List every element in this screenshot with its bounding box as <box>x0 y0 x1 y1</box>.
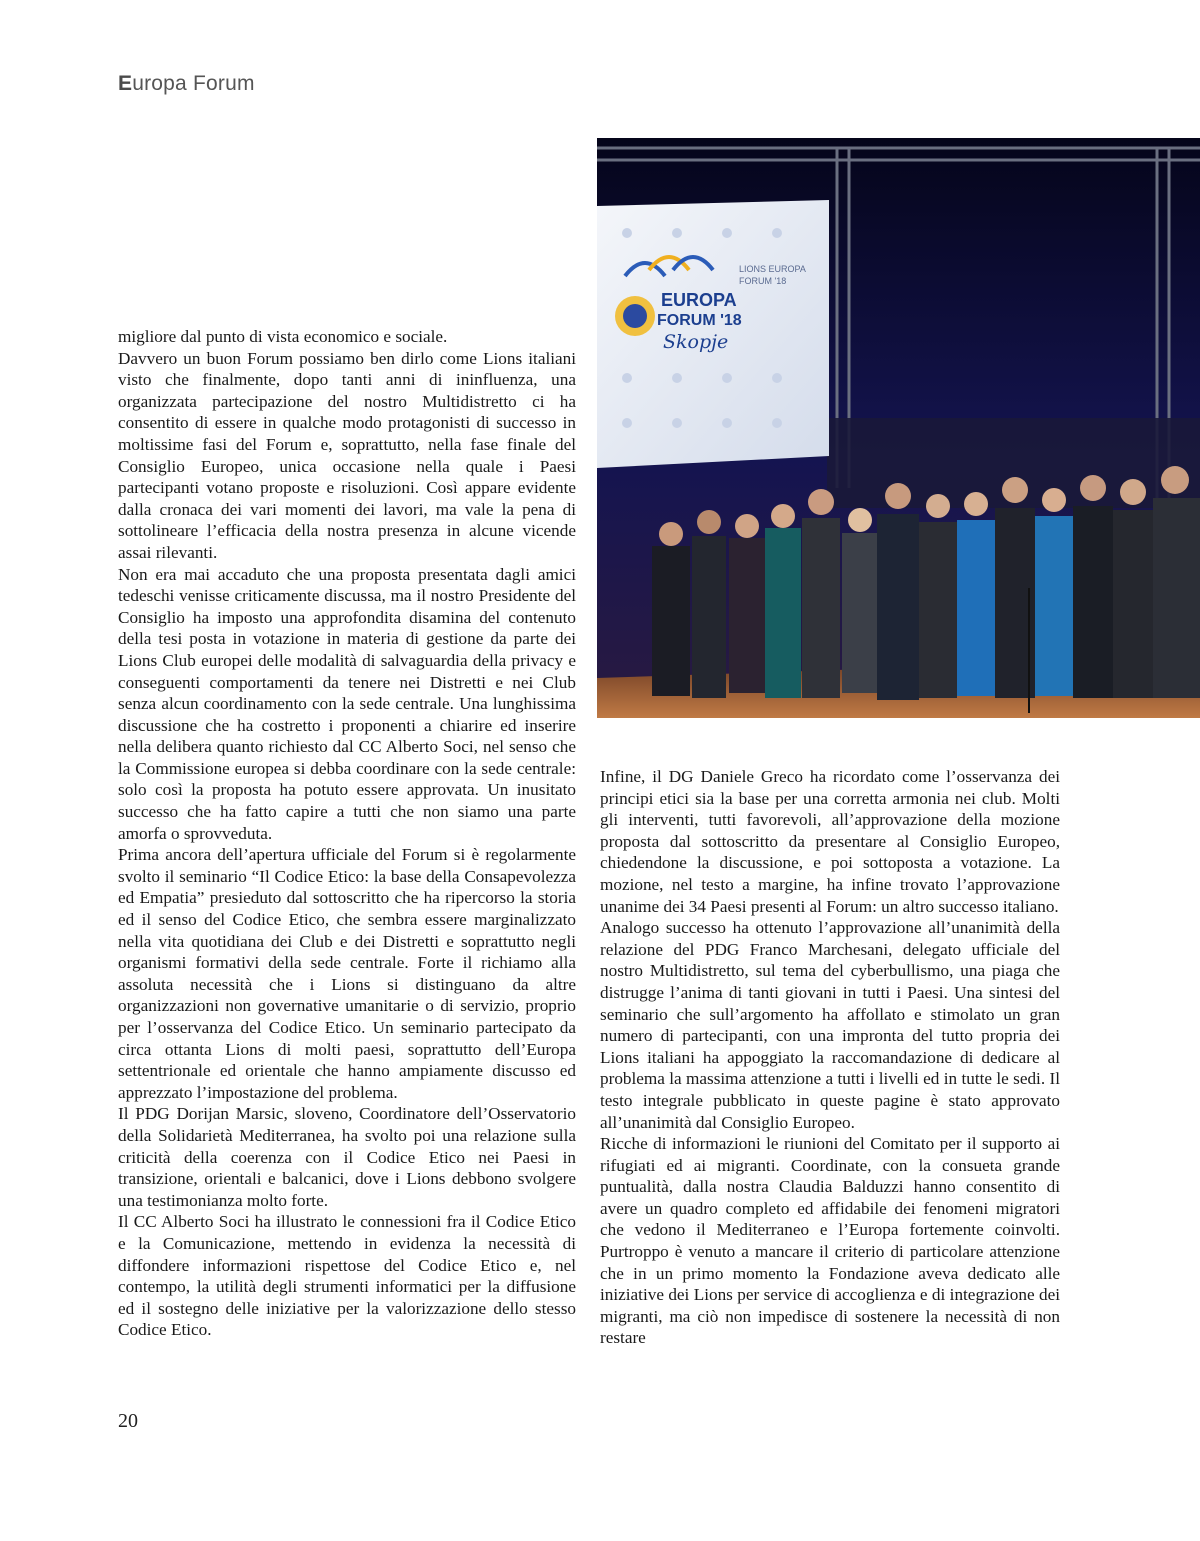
running-header <box>118 72 255 96</box>
paragraph: Non era mai accaduto che una proposta presentata dagli amici tedeschi venisse criticamente discussa, ma il nostro Presidente del Consiglio ha imposto una approfondita disamina del contenuto della tesi posta in votazione in materia di gestione da parte dei Lions Club europei delle modalità di salvaguardia della privacy e conseguenti comportamenti da tenere nei Distretti e nei Club senza alcun coordinamento con la sede centrale. Una lunghissima discussione che ha costretto i proponenti a chiarire ed inserire nella delibera quanto richiesto dal CC Alberto Soci, nel senso che la Commissione europea si debba coordinare con la sede centrale: solo così la proposta ha potuto essere approvata. Un inusitato successo che ha fatto capire a tutti che non siamo una parte amorfa o sprovveduta. <box>118 564 576 843</box>
running-header-rest: uropa Forum <box>132 72 255 95</box>
paragraph: Analogo successo ha ottenuto l’approvazione all’unanimità della relazione del PDG Franco Marchesani, delegato ufficiale del nostro Multidistretto, sul tema del cyberbullismo, una piaga che distrugge l’anima di tanti giovani in tutti i Paesi. Una sintesi del seminario che sull’argomento ha affollato e stimolato un gran numero di partecipanti, con una impronta del tutto propria dei Lions italiani ha appoggiato la raccomandazione di dedicare al problema la massima attenzione a tutti i livelli ed in tutte le sedi. Il testo integrale pubblicato in queste pagine è stato approvato all’unanimità dal Consiglio Europeo. <box>600 918 1060 1132</box>
paragraph: Ricche di informazioni le riunioni del Comitato per il supporto ai rifugiati ed ai migranti. Coordinate, con la consueta grande puntualità, dalla nostra Claudia Balduzzi hanno consentito di avere un quadro completo ed affidabile dei fenomeni migratori che vedono il Mediterraneo e l’Europa fortemente coinvolti. Purtroppo è venuto a mancare il criterio di particolare attenzione che in un primo momento la Fondazione aveva dedicato alle iniziative dei Lions per service di accoglienza e di integrazione dei migranti, ma ciò non impedisce di sostenere la necessità di non restare <box>600 1134 1060 1348</box>
screen-city: Skopje <box>663 331 729 353</box>
paragraph: Prima ancora dell’apertura ufficiale del Forum si è regolarmente svolto il seminario “Il Codice Etico: la base della Consapevolezza ed Empatia” presieduto dal sottoscritto che ha ripercorso la storia ed il senso del Codice Etico, che sembra essere marginalizzato nella vita quotidiana dei Club e dei Distretti e soprattutto negli organismi formativi della sede centrale. Forte il richiamo alla assoluta necessità che i Lions si distinguano da altre organizzazioni non governative umanitarie o di servizio, proprio per l’osservanza del Codice Etico. Un seminario partecipato da circa ottanta Lions di molti paesi, soprattutto dell’Europa settentrionale ed orientale che hanno ampiamente discusso ed apprezzato l’impostazione del problema. <box>118 845 576 1102</box>
left-text-column <box>118 326 576 1341</box>
right-text-column <box>600 766 1060 1349</box>
running-header-initial: E <box>118 72 133 95</box>
screen-title-line2: FORUM '18 <box>657 312 742 329</box>
paragraph: Il PDG Dorijan Marsic, sloveno, Coordinatore dell’Osservatorio della Solidarietà Mediterranea, ha svolto poi una relazione sulla criticità della coerenza con il Codice Etico nei Paesi in transizione, orientali e balcanici, dove i Lions debbono svolgere una testimonianza molto forte. <box>118 1104 576 1210</box>
screen-title-line1: EUROPA <box>661 290 737 310</box>
projection-screen <box>597 200 829 468</box>
screen-side-line2: FORUM '18 <box>739 276 787 286</box>
paragraph: Infine, il DG Daniele Greco ha ricordato come l’osservanza dei principi etici sia la base per una corretta armonia nei club. Molti gli interventi, tutti favorevoli, all’approvazione della mozione proposta dal sottoscritto da presentare al Consiglio Europeo, chiedendone la discussione, e poi sottoposta a votazione. La mozione, nel testo a margine, ha infine trovato l’approvazione unanime dei 34 Paesi presenti al Forum: un altro successo italiano. <box>600 767 1060 916</box>
paragraph: Davvero un buon Forum possiamo ben dirlo come Lions italiani visto che finalmente, dopo tanti anni di ininfluenza, una organizzata partecipazione del nostro Multidistretto ci ha consentito di essere in qualche modo protagonisti di successo in moltissime fasi del Forum e, soprattutto, nella fase finale del Consiglio Europeo, unica occasione nella quale i Paesi partecipanti votano proposte e risoluzioni. Così appare evidente dalla cronaca dei vari momenti dei lavori, ma vale la pena di sottolineare l’efficacia della nostra presenza in alcune vicende assai rilevanti. <box>118 348 576 562</box>
screen-side-line1: LIONS EUROPA <box>739 264 806 274</box>
forum-stage-photo <box>597 138 1200 718</box>
paragraph: Il CC Alberto Soci ha illustrato le connessioni fra il Codice Etico e la Comunicazione, mettendo in evidenza la necessità di diffondere informazioni rispettose del Codice Etico e, nel contempo, la utilità degli strumenti informatici per la diffusione ed il sostegno delle iniziative per la valorizzazione dello stesso Codice Etico. <box>118 1212 576 1340</box>
page-number: 20 <box>118 1410 138 1432</box>
paragraph: migliore dal punto di vista economico e sociale. <box>118 327 448 346</box>
